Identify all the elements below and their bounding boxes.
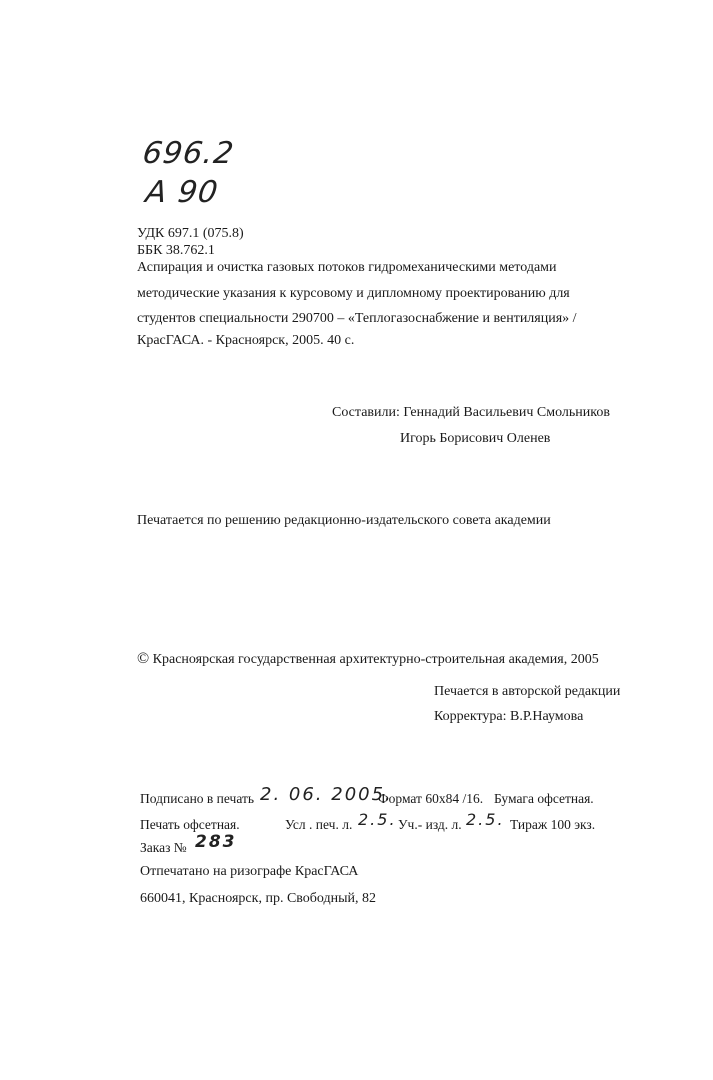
catalog-line-2: методические указания к курсовому и дипломному проектированию для [137, 286, 570, 301]
paper: Бумага офсетная. [494, 791, 594, 806]
format: Формат 60x84 /16. [378, 791, 484, 806]
uch-label: Уч.- изд. л. [398, 817, 462, 832]
copyright-text: Красноярская государственная архитектурно-строительная академия, 2005 [152, 652, 599, 667]
tirazh: Тираж 100 экз. [510, 817, 596, 832]
author-2: Игорь Борисович Оленев [400, 431, 551, 446]
copyright-icon: © [137, 650, 150, 667]
catalog-line-3: студентов специальности 290700 – «Теплогазоснабжение и вентиляция» / [137, 311, 577, 326]
authors-label: Составили: [332, 405, 400, 420]
address: 660041, Красноярск, пр. Свободный, 82 [140, 891, 377, 906]
signed-date: 2. 06. 2005. [260, 784, 393, 805]
printed-at: Отпечатано на ризографе КрасГАСА [140, 864, 359, 879]
catalog-line-4: КрасГАСА. - Красноярск, 2005. 40 с. [137, 333, 355, 348]
author-1: Геннадий Васильевич Смольников [403, 405, 610, 420]
handwritten-code-line1: 696.2 [140, 136, 237, 171]
uch-value: 2.5. [466, 810, 505, 829]
edition-note: Печается в авторской редакции [434, 684, 621, 699]
copyright-line [137, 650, 599, 668]
catalog-line-1: Аспирация и очистка газовых потоков гидромеханическими методами [137, 260, 557, 275]
usl-label: Усл . печ. л. [285, 817, 353, 832]
print-type: Печать офсетная. [140, 817, 240, 832]
approval-statement: Печатается по решению редакционно-издательского совета академии [137, 513, 551, 528]
usl-value: 2.5. [358, 810, 397, 829]
bbk-code: ББК 38.762.1 [137, 243, 215, 258]
udk-code: УДК 697.1 (075.8) [137, 226, 244, 241]
signed-label: Подписано в печать [140, 791, 255, 806]
order-label: Заказ № [140, 840, 187, 855]
order-number: 283 [195, 832, 237, 852]
handwritten-code-line2: A 90 [143, 175, 221, 210]
authors-line-1 [332, 405, 610, 421]
proofreader: Корректура: В.Р.Наумова [434, 709, 584, 724]
